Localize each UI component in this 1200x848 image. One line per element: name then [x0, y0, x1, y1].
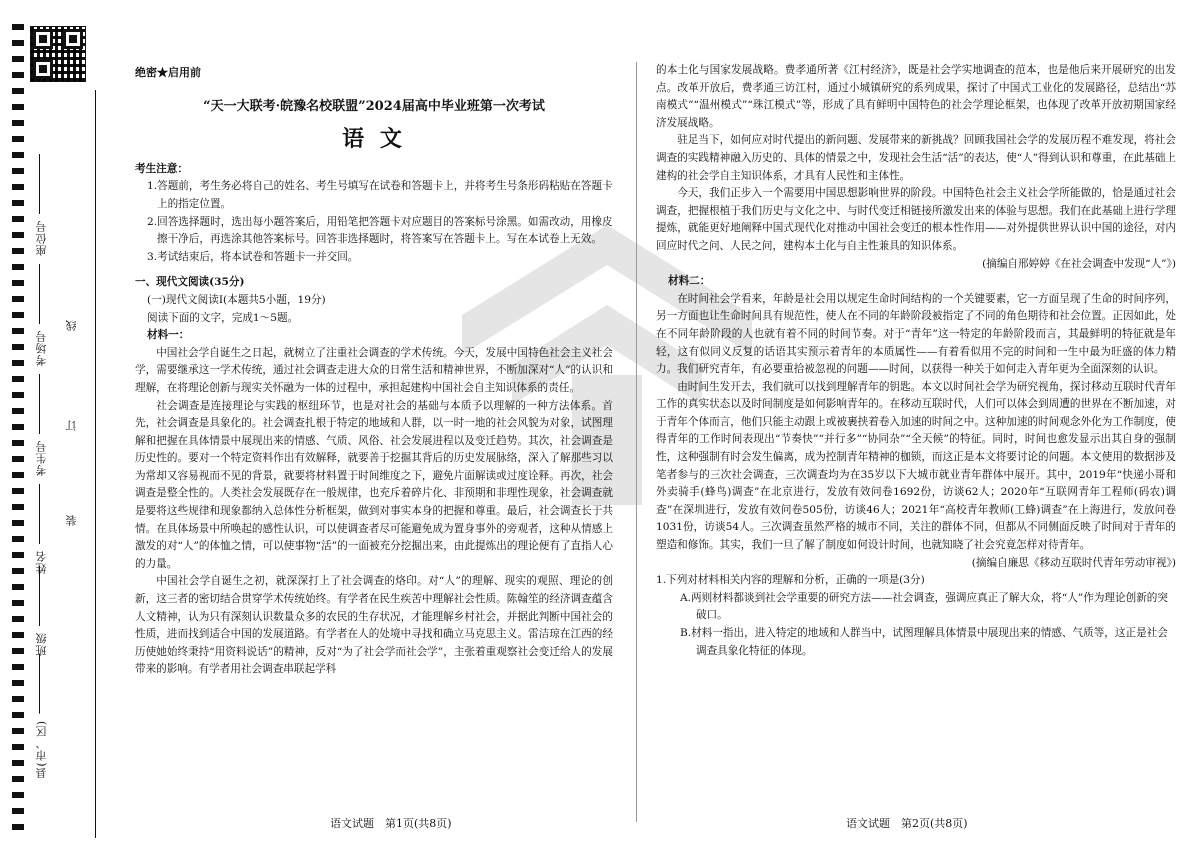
tick-mark — [12, 248, 24, 254]
page-footer-1: 语文试题 第1页(共8页) — [330, 817, 452, 830]
page-1 — [135, 60, 613, 679]
qr-code-icon — [30, 26, 86, 82]
material-2-label: 材料二： — [668, 275, 711, 288]
subsection-title: (一)现代文阅读Ⅰ(本题共5小题，19分) — [147, 293, 326, 306]
source-citation: (摘编自邢婷婷《在社会调查中发现“人”》) — [982, 257, 1176, 270]
tick-mark — [12, 792, 24, 798]
tick-mark — [12, 776, 24, 782]
column-divider — [636, 62, 637, 822]
tick-mark — [12, 696, 24, 702]
tick-mark — [12, 264, 24, 270]
tick-mark — [12, 760, 24, 766]
instruction: 阅读下面的文字，完成1～5题。 — [147, 311, 299, 324]
tick-mark — [12, 280, 24, 286]
page-2 — [656, 62, 1176, 660]
binding-strip — [0, 0, 96, 848]
county-field[interactable]: 县(市、区) — [34, 648, 50, 779]
tick-mark — [12, 456, 24, 462]
tick-mark — [12, 120, 24, 126]
paragraph: 在时间社会学看来，年龄是社会用以规定生命时间结构的一个关键要素，它一方面呈现了生命的时间序列，另一方面也让生命时间具有规范性，使人在不同的年龄阶段被指定了不同的角色期待和社会位置。正因如此，处在不同年龄阶段的人也就有着不同的时间节奏。对于“青年”这一特定的年龄阶段而言，其最鲜明的特征就是年轻，这有似同义反复的话语其实预示着青年的本质属性——有着看似用不完的时间和一生中最为旺盛的体力精力。我们研究青年，有必要重拾被忽视的问题——时间，以获得一种关于如何走入青年更为全面深刻的认识。 — [656, 292, 1176, 376]
tick-mark — [12, 728, 24, 734]
option-a: A.两则材料都谈到社会学重要的研究方法——社会调查，强调应真正了解大众，将“人”作为理论创新的突破口。 — [680, 591, 1168, 622]
source-citation: (摘编自廉思《移动互联时代青年劳动审视》) — [971, 556, 1176, 569]
tick-mark — [12, 328, 24, 334]
tick-mark — [12, 712, 24, 718]
tick-mark — [12, 488, 24, 494]
exam-title: “天一大联考·皖豫名校联盟”2024届高中毕业班第一次考试 — [203, 98, 545, 114]
tick-mark — [12, 56, 24, 62]
paragraph: 社会调查是连接理论与实践的枢纽环节，也是对社会的基础与本质予以理解的一种方法体系。首先，社会调查是具象化的。社会调查扎根于特定的地域和人群，以一时一地的社会风貌为对象，试图理解和把握在具体情景中展现出来的情感、气质、风俗、社会发展进程以及变迁趋势。其次，社会调查是历史性的。要对一个特定资料作出有效解释，就要善于挖掘其背后的历史发展脉络，深入了解那些习以为常却又容易视而不见的背景，就要将材料置于时间维度之下，避免片面解读或过度诠释。再次，社会调查是整全性的。人类社会发展既存在一般规律，也充斥着碎片化、非预期和非理性现象，社会调查就是要将这些规律和现象都纳入总体性分析框架，做到对事实本身的把握和尊重。最后，社会调查长于共情。在具体场景中所唤起的感性认识，可以使调查者尽可能避免成为置身事外的旁观者，这种从情感上激发的对“人”的体恤之情，可以使事物“活”的一面被充分挖掘出来，由此提炼出的理论便有了直指人心的力量。 — [135, 399, 613, 570]
tick-mark — [12, 88, 24, 94]
paragraph: 中国社会学自诞生之初，就深深打上了社会调查的烙印。对“人”的理解、现实的观照、理论的创新，这三者的密切结合贯穿学术传统始终。有学者在民生疾苦中理解社会性质。陈翰笙的经济调查蕴含人文精神，认为只有深刻认识数量众多的农民的生存状况，才能理解乡村社会，并据此判断中国社会的性质，进而找到适合中国的发展道路。有学者在人的处境中寻找和确立马克思主义。雷洁琼在江西的经历使她始终秉持“用资料说话”的精神，反对“为了社会学而社会学”，主张着重观察社会变迁给人的发展带来的影响。有学者用社会调查串联起学科 — [135, 575, 613, 676]
notice-item: 1.答题前，考生务必将自己的姓名、考生号填写在试卷和答题卡上，并将考生号条形码粘贴在答题卡上的指定位置。 — [147, 180, 613, 210]
tick-mark — [12, 504, 24, 510]
tick-mark — [12, 824, 24, 830]
tick-mark — [12, 648, 24, 654]
tick-mark — [12, 376, 24, 382]
tick-mark — [12, 408, 24, 414]
binding-bind-label: 订 — [65, 420, 78, 431]
section-title: 一、现代文阅读(35分) — [135, 276, 245, 289]
tick-mark — [12, 200, 24, 206]
tick-mark — [12, 744, 24, 750]
paragraph: 的本土化与国家发展战略。费孝通所著《江村经济》，既是社会学实地调查的范本，也是他后来开展研究的出发点。改革开放后，费孝通三访江村，通过小城镇研究的系列成果，探讨了中国式工业化的发展路径，总结出“苏南模式”“温州模式”“珠江模式”等，形成了具有鲜明中国特色的社会学理论框架，也体现了改革开放初期国家经济发展战略。 — [656, 64, 1176, 129]
tick-mark — [12, 104, 24, 110]
tick-mark — [12, 168, 24, 174]
material-1-label: 材料一： — [147, 329, 190, 342]
tick-mark — [12, 632, 24, 638]
tick-mark — [12, 152, 24, 158]
paragraph: 中国社会学自诞生之日起，就树立了注重社会调查的学术传统。今天，发展中国特色社会主义社会学，需要继承这一学术传统，通过社会调查走进大众的日常生活和精神世界，不断加深对“人”的认识和理解，在将理论创新与现实关怀融为一体的过程中，承担起建构中国社会自主知识体系的责任。 — [135, 346, 613, 394]
exam-room-field[interactable]: 考场号 — [34, 258, 50, 366]
name-field[interactable]: 姓名 — [34, 478, 50, 574]
tick-mark — [12, 616, 24, 622]
tick-mark — [12, 552, 24, 558]
subject-title: 语 文 — [342, 126, 406, 153]
tick-mark — [12, 664, 24, 670]
tick-mark — [12, 40, 24, 46]
binding-divider — [95, 90, 96, 838]
tick-mark — [12, 360, 24, 366]
notice-title: 考生注意： — [135, 162, 188, 175]
tick-mark — [12, 440, 24, 446]
binding-fold-label: 装 — [65, 515, 78, 526]
class-field[interactable]: 班级 — [34, 560, 50, 656]
notice-item: 3.考试结束后，将本试卷和答题卡一并交回。 — [147, 250, 359, 263]
tick-mark — [12, 72, 24, 78]
tick-mark — [12, 344, 24, 350]
candidate-number-field[interactable]: 考生号 — [34, 368, 50, 476]
tick-mark — [12, 536, 24, 542]
tick-mark — [12, 184, 24, 190]
seat-number-field[interactable]: 座位号 — [34, 148, 50, 256]
paragraph: 由时间生发开去，我们就可以找到理解青年的钥匙。本文以时间社会学为研究视角，探讨移动互联时代青年工作的真实状态以及时间制度是如何影响青年的。在移动互联时代，人们可以体会到周遭的世界在不断加速，对于青年个体而言，他们只能主动跟上或被裹挟着卷入加速的时间之中。这种加速的时间观念外化为工作制度，使得青年的工作时间表现出“节奏快”“并行多”“协同杂”“全天候”的特征。同时，时间也愈发显示出其自身的强制性，这种强制有时会发生偏离，成为控制青年精神的枷锁，而这正是本文将要讨论的问题。本文使用的数据涉及笔者参与的三次社会调查，三次调查均为在35岁以下大城市就业青年群体中展开。其中，2019年“快递小哥和外卖骑手(蜂鸟)调查”在北京进行，发放有效问卷1692份，访谈62人；2020年“互联网青年工程师(码农)调查”在深圳进行，发放有效问卷505份，访谈46人；2021年“高校青年教师(工蜂)调查”在上海进行，发放问卷1031份，访谈54人。三次调查虽然严格的城市不同，关注的群体不同，但都从不同侧面反映了时间对于青年的塑造和修饰。其实，我们一旦了解了制度如何设计时间，也就知晓了社会究竟怎样对待青年。 — [656, 380, 1176, 552]
page-footer-2: 语文试题 第2页(共8页) — [846, 817, 968, 830]
tick-mark — [12, 216, 24, 222]
tick-mark — [12, 24, 24, 30]
paragraph: 驻足当下，如何应对时代提出的新问题、发展带来的新挑战？回顾我国社会学的发展历程不难发现，将社会调查的实践精神融入历史的、具体的情景之中，发现社会生活“活”的表达，使“人”得到认识和尊重，在此基础上建构的社会学自主知识体系，才具有人民性和主体性。 — [656, 134, 1176, 182]
tick-mark — [12, 136, 24, 142]
tick-mark — [12, 392, 24, 398]
tick-mark — [12, 232, 24, 238]
tick-mark — [12, 296, 24, 302]
tick-mark — [12, 584, 24, 590]
binding-line-label: 线 — [65, 320, 78, 331]
question-stem: 1.下列对材料相关内容的理解和分析，正确的一项是(3分) — [656, 574, 925, 587]
tick-mark — [12, 472, 24, 478]
paragraph: 今天，我们正步入一个需要用中国思想影响世界的阶段。中国特色社会主义社会学所能做的，恰是通过社会调查，把握根植于我们历史与文化之中、与时代变迁相链接所激发出来的体验与思想。我们在此基础上进行学理提炼，就能更好地阐释中国式现代化对推动中国社会变迁的根本性作用——对外提供世界认识中国的途径，对内回应时代之问、人民之问，建构本土化与自主性兼具的知识体系。 — [656, 187, 1176, 252]
option-b: B.材料一指出，进入特定的地域和人群当中，试图理解具体情景中展现出来的情感、气质等，这正是社会调查具象化特征的体现。 — [680, 627, 1168, 657]
tick-mark — [12, 600, 24, 606]
tick-mark — [12, 520, 24, 526]
tick-mark — [12, 312, 24, 318]
tick-mark — [12, 568, 24, 574]
notice-item: 2.回答选择题时，选出每小题答案后，用铅笔把答题卡对应题目的答案标号涂黑。如需改动，用橡皮擦干净后，再选涂其他答案标号。回答非选择题时，将答案写在答题卡上。写在本试卷上无效。 — [147, 215, 613, 246]
tick-mark — [12, 808, 24, 814]
secret-mark: 绝密★启用前 — [135, 66, 201, 79]
tick-mark — [12, 680, 24, 686]
tick-mark — [12, 424, 24, 430]
